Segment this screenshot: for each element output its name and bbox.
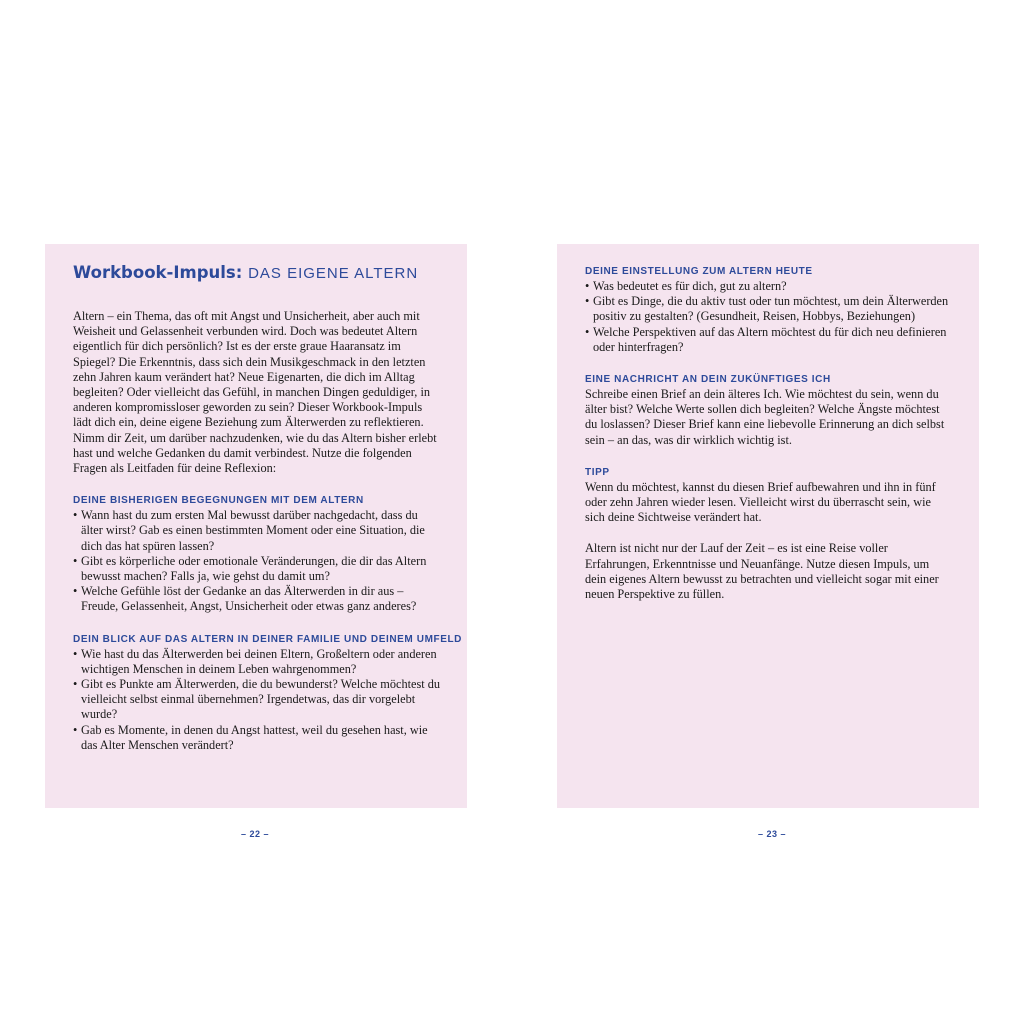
list-item-text: Gibt es Punkte am Älterwerden, die du bewunderst? Welche möchtest du vielleicht selbst einmal übernehmen? Irgendetwas, das dir vorgelebt wurde?: [81, 677, 441, 722]
section-tip: [585, 465, 953, 526]
section-encounters: [73, 493, 441, 614]
list-item-text: Gibt es Dinge, die du aktiv tust oder tun möchtest, um dein Älterwerden positiv zu gestalten? (Gesundheit, Reisen, Hobbys, Beziehungen): [593, 294, 949, 324]
list-item-text: Welche Perspektiven auf das Altern möchtest du für dich neu definieren oder hinterfragen?: [593, 324, 947, 354]
list-item: [73, 508, 441, 554]
section-heading: DEINE EINSTELLUNG ZUM ALTERN HEUTE: [585, 266, 813, 277]
list-item: [73, 554, 441, 584]
question-list: [73, 508, 441, 614]
list-item: [585, 325, 953, 355]
bullet-icon: •: [585, 324, 590, 339]
bullet-icon: •: [585, 294, 590, 309]
section-paragraph: Schreibe einen Brief an dein älteres Ich. Wie möchtest du sein, wenn du älter bist? Welche Werte sollen dich begleiten? Welche Ängste möchtest du loslassen? Dieser Brief kann eine liebevolle Erinnerung an dich selbst sein – an das, was dir wirklich wichtig ist.: [585, 387, 945, 447]
list-item-text: Wie hast du das Älterwerden bei deinen Eltern, Großeltern oder anderen wichtigen Menschen in deinem Leben wahrgenommen?: [81, 646, 437, 676]
list-item: [585, 279, 953, 294]
list-item: [73, 584, 441, 614]
bullet-icon: •: [73, 553, 78, 568]
bullet-icon: •: [585, 279, 590, 293]
section-heading: EINE NACHRICHT AN DEIN ZUKÜNFTIGES ICH: [585, 374, 831, 386]
title-workbook-label: Workbook-Impuls:: [73, 263, 243, 282]
list-item: [73, 677, 441, 723]
right-page: [557, 244, 979, 808]
question-list: [585, 279, 953, 355]
closing-paragraph: Altern ist nicht nur der Lauf der Zeit – es ist eine Reise voller Erfahrungen, Erkenntnisse und Neuanfänge. Nutze diesen Impuls, um dein eigenes Altern bewusst zu betrachten und vielleicht sogar mit einer neuen Perspektive zu füllen.: [585, 541, 939, 602]
list-item-text: Was bedeutet es für dich, gut zu altern?: [593, 279, 787, 293]
title-topic: DAS EIGENE ALTERN: [248, 265, 419, 282]
page-title: [73, 262, 441, 285]
intro-paragraph: Altern – ein Thema, das oft mit Angst und Unsicherheit, aber auch mit Weisheit und Gelassenheit verbunden wird. Doch was bedeutet Altern eigentlich für dich persönlich? Ist es der erste graue Haaransatz im Spiegel? Die Erkenntnis, dass sich dein Musikgeschmack in den letzten zehn Jahren kaum verändert hat? Neue Eigenarten, die dich im Alltag begleiten? Oder vielleicht das Gefühl, in manchen Dingen geduldiger, in anderen kompromissloser geworden zu sein? Dieser Workbook-Impuls lädt dich ein, deine eigene Beziehung zum Älterwerden zu reflektieren. Nimm dir Zeit, um darüber nachzudenken, wie du das Altern bisher erlebt hast und welche Gedanken du damit verbindest. Nutze die folgenden Fragen als Leitfaden für deine Reflexion:: [73, 309, 437, 476]
list-item: [73, 647, 441, 677]
tip-paragraph: Wenn du möchtest, kannst du diesen Brief aufbewahren und ihn in fünf oder zehn Jahren wieder lesen. Vielleicht wirst du überrascht sein, wie sich deine Sichtweise verändert hat.: [585, 479, 936, 525]
section-future-message: [585, 372, 953, 448]
list-item: [585, 294, 953, 324]
bullet-icon: •: [73, 646, 78, 661]
question-list: [73, 647, 441, 753]
list-item-text: Gibt es körperliche oder emotionale Veränderungen, die dir das Altern bewusst machen? Falls ja, wie gehst du damit um?: [81, 553, 427, 584]
list-item-text: Gab es Momente, in denen du Angst hattest, weil du gesehen hast, wie das Alter Menschen verändert?: [81, 722, 428, 752]
left-page: [45, 244, 467, 808]
section-heading: TIPP: [585, 466, 610, 478]
bullet-icon: •: [73, 722, 78, 737]
bullet-icon: •: [73, 508, 78, 523]
list-item-text: Welche Gefühle löst der Gedanke an das Älterwerden in dir aus – Freude, Gelassenheit, Angst, Unsicherheit oder etwas ganz anderes?: [81, 584, 417, 614]
section-attitude: [585, 264, 953, 355]
bullet-icon: •: [73, 584, 78, 599]
bullet-icon: •: [73, 677, 78, 692]
section-family-view: [73, 632, 463, 753]
page-number-left: – 22 –: [240, 829, 270, 839]
section-heading: DEIN BLICK AUF DAS ALTERN IN DEINER FAMILIE UND DEINEM UMFELD: [73, 633, 463, 645]
page-number-right: – 23 –: [757, 829, 787, 839]
list-item-text: Wann hast du zum ersten Mal bewusst darüber nachgedacht, dass du älter wirst? Gab es einen bestimmten Moment oder eine Situation, die dich das hat spüren lassen?: [81, 508, 425, 553]
list-item: [73, 723, 441, 753]
section-heading: DEINE BISHERIGEN BEGEGNUNGEN MIT DEM ALTERN: [73, 495, 364, 507]
